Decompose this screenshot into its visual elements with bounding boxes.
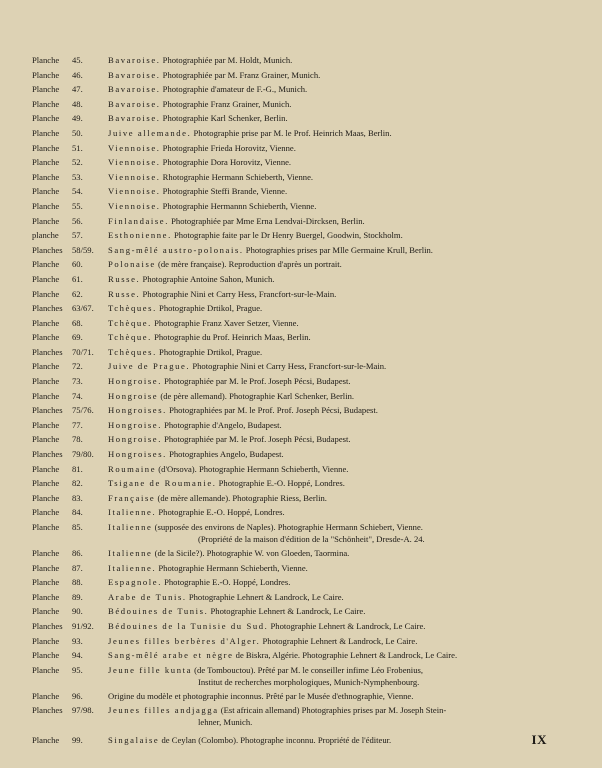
- photo-credit: Photographie d'Angelo, Budapest.: [164, 419, 282, 430]
- plate-entry: [0, 403, 602, 418]
- plate-entry: [0, 68, 602, 83]
- plate-description: [108, 258, 584, 270]
- plate-entry: [0, 689, 602, 704]
- plate-label: Planche: [32, 259, 60, 270]
- plate-description: [108, 690, 584, 702]
- plate-description: [108, 492, 584, 504]
- plate-description: [108, 127, 584, 139]
- photo-credit-continued: Institut de recherches morphologiques, Munich-Nymphenbourg.: [198, 676, 420, 687]
- plate-description: [108, 375, 584, 387]
- plate-description: [108, 576, 584, 588]
- plate-number: 83.: [72, 492, 83, 503]
- plate-number: 45.: [72, 55, 83, 65]
- plate-description: [108, 273, 584, 285]
- plate-number: 52.: [72, 157, 83, 168]
- plate-description: [108, 591, 584, 603]
- plate-label: Planches: [32, 449, 63, 460]
- subject-origin: Roumaine: [108, 463, 157, 474]
- plate-number: 55.: [72, 200, 83, 211]
- plate-entry: [0, 126, 602, 141]
- subject-origin: Bavaroise.: [108, 69, 161, 80]
- plate-description: [108, 734, 584, 746]
- plate-number: 51.: [72, 142, 83, 153]
- plate-number: 50.: [72, 127, 83, 138]
- subject-origin: Hongroises.: [108, 449, 167, 460]
- plate-description: [108, 200, 584, 212]
- plate-number: 99.: [72, 735, 83, 746]
- photo-credit: Photographie Nini et Carry Hess, Francfort-sur-le-Main.: [192, 361, 387, 372]
- plate-number: 95.: [72, 664, 83, 675]
- photo-credit-continued: (Propriété de la maison d'édition de la "Schönheit", Dresde-A. 24.: [198, 534, 425, 544]
- plate-entry: [0, 243, 602, 258]
- plate-entry: [0, 462, 602, 477]
- plate-description: [108, 317, 584, 329]
- plate-label: Planche: [32, 591, 60, 602]
- plate-label: Planche: [32, 288, 60, 299]
- plate-description: [108, 704, 584, 728]
- photo-credit: Photographie E.-O. Hoppé, Londres.: [164, 577, 291, 588]
- photo-credit: Photographiée par M. Franz Grainer, Munich.: [162, 69, 321, 80]
- plate-description: [108, 620, 584, 632]
- plate-description: [108, 433, 584, 445]
- plate-number: 73.: [72, 376, 83, 387]
- plate-number: 46.: [72, 69, 83, 80]
- plate-entry: [0, 505, 602, 520]
- plate-description: [108, 288, 584, 300]
- plate-entry: [0, 228, 602, 243]
- plate-label: Planche: [32, 127, 60, 138]
- plate-label: Planche: [32, 332, 60, 343]
- plate-entry: [0, 170, 602, 185]
- plate-entry: [0, 272, 602, 287]
- plate-entry: [0, 619, 602, 634]
- photo-credit: Photographie du Prof. Heinrich Maas, Berlin.: [154, 332, 311, 343]
- plate-description: [108, 521, 584, 545]
- photo-credit: Photographie Nini et Carry Hess, Francfort-sur-le-Main.: [142, 288, 337, 299]
- photo-credit: Photographiée par M. le Prof. Joseph Pécsi, Budapest.: [164, 376, 351, 387]
- plate-number: 77.: [72, 419, 83, 430]
- plate-label: Planche: [32, 507, 60, 518]
- subject-origin: Russe.: [108, 273, 141, 284]
- plate-description: [108, 463, 584, 475]
- plate-entry: [0, 733, 602, 748]
- photo-credit: (d'Orsova). Photographie Hermann Schieberth, Vienne.: [158, 463, 349, 474]
- photo-credit: Photographie faite par le Dr Henry Buergel, Goodwin, Stockholm.: [174, 230, 403, 241]
- plate-entry: [0, 345, 602, 360]
- plate-description: [108, 185, 584, 197]
- plate-label: Planche: [32, 200, 60, 211]
- plate-number: 79/80.: [72, 449, 94, 460]
- subject-origin: Jeune fille kunta: [108, 664, 192, 675]
- plate-description: [108, 156, 584, 168]
- subject-origin: Russe.: [108, 288, 141, 299]
- plate-number: 82.: [72, 478, 83, 489]
- plate-entry: [0, 53, 602, 68]
- subject-origin: Bavaroise.: [108, 84, 161, 95]
- photo-credit: (de mère allemande). Photographie Riess, Berlin.: [157, 492, 327, 503]
- plate-number: 49.: [72, 113, 83, 124]
- photo-credit: de Ceylan (Colombo). Photographe inconnu. Propriété de l'éditeur.: [161, 735, 392, 746]
- plate-label: planche: [32, 230, 59, 241]
- plate-description: [108, 331, 584, 343]
- plate-label: Planche: [32, 55, 60, 65]
- plate-description: [108, 477, 584, 489]
- plate-label: Planche: [32, 522, 60, 532]
- plate-description: [108, 302, 584, 314]
- plate-number: 87.: [72, 562, 83, 573]
- plate-entry: [0, 648, 602, 663]
- plate-entry: [0, 663, 602, 689]
- plate-number: 54.: [72, 186, 83, 197]
- plate-label: Planche: [32, 492, 60, 503]
- plate-entry: [0, 199, 602, 214]
- plate-description: [108, 649, 584, 661]
- subject-origin: Singalaise: [108, 735, 160, 746]
- photo-credit: Photographie Steffi Brande, Vienne.: [162, 186, 288, 197]
- plate-entry: [0, 604, 602, 619]
- photo-credit: (de Tombouctou). Prêté par M. le conseiller infime Léo Frobenius,: [194, 664, 423, 675]
- photo-credit: Photographie Franz Xaver Setzer, Vienne.: [154, 317, 299, 328]
- plate-number: 94.: [72, 650, 83, 661]
- plate-label: Planche: [32, 142, 60, 153]
- plate-label: Planche: [32, 463, 60, 474]
- plate-entry: [0, 491, 602, 506]
- plate-number: 81.: [72, 463, 83, 474]
- subject-origin: Juive allemande.: [108, 127, 192, 138]
- plate-entry: [0, 703, 602, 733]
- subject-origin: Tchèques.: [108, 346, 157, 357]
- photo-credit: (de mère française). Reproduction d'après un portrait.: [157, 259, 342, 270]
- photo-credit: Photographies Angelo, Budapest.: [169, 449, 284, 460]
- plate-number: 78.: [72, 434, 83, 445]
- photo-credit: Photographie d'amateur de F.-G., Munich.: [162, 84, 308, 95]
- plate-entry: [0, 97, 602, 112]
- subject-origin: Hongroise.: [108, 376, 162, 387]
- plate-number: 93.: [72, 635, 83, 646]
- subject-origin: Espagnole.: [108, 577, 162, 588]
- plate-label: Planche: [32, 376, 60, 387]
- plate-number: 53.: [72, 171, 83, 182]
- plate-description: [108, 83, 584, 95]
- plate-label: Planche: [32, 317, 60, 328]
- photo-credit: Photographie Lehnert & Landrock, Le Caire.: [270, 620, 426, 631]
- plate-number: 88.: [72, 577, 83, 588]
- plate-entry: [0, 561, 602, 576]
- subject-origin: Hongroise.: [108, 434, 162, 445]
- plate-label: Planches: [32, 620, 63, 631]
- photo-credit: (de père allemand). Photographie Karl Schenker, Berlin.: [160, 390, 355, 401]
- plate-description: [108, 229, 584, 241]
- plate-label: Planche: [32, 69, 60, 80]
- plate-number: 96.: [72, 690, 83, 701]
- plate-number: 60.: [72, 259, 83, 270]
- plate-number: 47.: [72, 84, 83, 95]
- photo-credit: Photographie Frieda Horovitz, Vienne.: [162, 142, 296, 153]
- photo-credit: Photographiées par M. le Prof. Prof. Joseph Pécsi, Budapest.: [169, 405, 378, 416]
- plate-label: Planches: [32, 405, 63, 416]
- plate-number: 48.: [72, 98, 83, 109]
- plate-number: 90.: [72, 606, 83, 617]
- subject-origin: Hongroise: [108, 390, 159, 401]
- plate-label: Planche: [32, 273, 60, 284]
- plate-entry: [0, 330, 602, 345]
- plate-description: [108, 390, 584, 402]
- subject-origin: Polonaise: [108, 259, 156, 270]
- plate-entry: [0, 590, 602, 605]
- plate-description: [108, 404, 584, 416]
- plate-label: Planche: [32, 171, 60, 182]
- subject-origin: Sang-mêlé arabe et nègre: [108, 650, 234, 661]
- plate-label: Planche: [32, 215, 60, 226]
- plate-label: Planche: [32, 84, 60, 95]
- plate-description: [108, 69, 584, 81]
- plate-description: [108, 419, 584, 431]
- plate-number: 91/92.: [72, 620, 94, 631]
- plate-description: [108, 506, 584, 518]
- plate-description: [108, 664, 584, 688]
- plate-label: Planche: [32, 635, 60, 646]
- plate-entry: [0, 389, 602, 404]
- plate-entry: [0, 111, 602, 126]
- plate-number: 70/71.: [72, 346, 94, 357]
- subject-origin: Sang-mêlé austro-polonais.: [108, 244, 244, 255]
- subject-origin: Italienne: [108, 522, 153, 532]
- plate-label: Planche: [32, 390, 60, 401]
- photo-credit: Photographie Lehnert & Landrock, Le Caire.: [210, 606, 366, 617]
- plate-number: 61.: [72, 273, 83, 284]
- subject-origin: Hongroises.: [108, 405, 167, 416]
- subject-origin: Tsigane de Roumanie.: [108, 478, 217, 489]
- photo-credit: Photographie Antoine Sahon, Munich.: [142, 273, 275, 284]
- plate-label: Planche: [32, 434, 60, 445]
- plate-label: Planche: [32, 650, 60, 661]
- plate-description: [108, 605, 584, 617]
- plate-label: Planche: [32, 113, 60, 124]
- photo-credit: Photographie Karl Schenker, Berlin.: [162, 113, 288, 124]
- subject-origin: Tchèques.: [108, 303, 157, 314]
- plate-number: 57.: [72, 230, 83, 241]
- plate-label: Planche: [32, 548, 60, 558]
- photo-credit: Photographiée par Mme Erna Lendvai-Dircksen, Berlin.: [171, 215, 365, 226]
- plate-description: [108, 142, 584, 154]
- plate-label: Planche: [32, 664, 60, 675]
- plate-entry: [0, 214, 602, 229]
- plate-label: Planches: [32, 705, 63, 716]
- subject-origin: Bédouines de Tunis.: [108, 606, 209, 617]
- subject-origin: Viennoise.: [108, 157, 161, 168]
- subject-origin: Viennoise.: [108, 142, 161, 153]
- plate-list: [0, 53, 602, 748]
- subject-origin: Tchèque.: [108, 332, 152, 343]
- subject-origin: Jeunes filles berbères d'Alger.: [108, 635, 261, 646]
- plate-description: [108, 635, 584, 647]
- photo-credit: Photographie Lehnert & Landrock, Le Caire.: [188, 591, 344, 602]
- plate-label: Planches: [32, 346, 63, 357]
- plate-description: [108, 215, 584, 227]
- subject-origin: Italienne: [108, 548, 153, 558]
- plate-label: Planche: [32, 606, 60, 617]
- subject-origin: Italienne.: [108, 562, 157, 573]
- subject-origin: Italienne.: [108, 507, 157, 518]
- photo-credit: Origine du modèle et photographie inconnus. Prêté par le Musée d'ethnographie, Vienne.: [108, 690, 414, 701]
- photo-credit: Photographiée par M. le Prof. Joseph Pécsi, Budapest.: [164, 434, 351, 445]
- plate-entry: [0, 287, 602, 302]
- plate-label: Planche: [32, 419, 60, 430]
- plate-entry: [0, 418, 602, 433]
- plate-label: Planche: [32, 690, 60, 701]
- subject-origin: Bavaroise.: [108, 113, 161, 124]
- photo-credit: Photographie Franz Grainer, Munich.: [162, 98, 292, 109]
- plate-number: 75/76.: [72, 405, 94, 416]
- plate-description: [108, 448, 584, 460]
- plate-number: 85.: [72, 522, 83, 532]
- plate-label: Planche: [32, 361, 60, 372]
- photo-credit: Photographie Lehnert & Landrock, Le Caire.: [262, 635, 418, 646]
- plate-number: 74.: [72, 390, 83, 401]
- plate-label: Planche: [32, 577, 60, 588]
- plate-label: Planche: [32, 562, 60, 573]
- plate-label: Planches: [32, 244, 63, 255]
- plate-label: Planche: [32, 186, 60, 197]
- plate-entry: [0, 634, 602, 649]
- photo-credit: Photographie E.-O. Hoppé, Londres.: [158, 507, 285, 518]
- plate-entry: [0, 432, 602, 447]
- plate-entry: [0, 359, 602, 374]
- plate-number: 72.: [72, 361, 83, 372]
- subject-origin: Viennoise.: [108, 186, 161, 197]
- plate-entry: [0, 301, 602, 316]
- photo-credit: Photographie Hermannn Schieberth, Vienne.: [162, 200, 317, 211]
- photo-credit: (supposée des environs de Naples). Photographie Hermann Schiebert, Vienne.: [154, 522, 423, 532]
- subject-origin: Arabe de Tunis.: [108, 591, 187, 602]
- plate-description: [108, 112, 584, 124]
- subject-origin: Finlandaise.: [108, 215, 169, 226]
- photo-credit: Photographie Drtikol, Prague.: [159, 346, 263, 357]
- plate-description: [108, 346, 584, 358]
- photo-credit: (Est africain allemand) Photographies prises par M. Joseph Stein-: [220, 705, 447, 716]
- plate-number: 56.: [72, 215, 83, 226]
- photo-credit: de Biskra, Algérie. Photographie Lehnert & Landrock, Le Caire.: [235, 650, 458, 661]
- page-number: IX: [531, 732, 547, 747]
- photo-credit: (de la Sicile?). Photographie W. von Gloeden, Taormina.: [154, 548, 350, 558]
- plate-entry: [0, 155, 602, 170]
- subject-origin: Bavaroise.: [108, 55, 161, 65]
- photo-credit: Rhotographie Hermann Schieberth, Vienne.: [162, 171, 314, 182]
- plate-label: Planche: [32, 157, 60, 168]
- plate-entry: [0, 476, 602, 491]
- subject-origin: Juive de Prague.: [108, 361, 191, 372]
- plate-entry: [0, 447, 602, 462]
- subject-origin: Bédouines de la Tunisie du Sud.: [108, 620, 269, 631]
- photo-credit-continued: lehner, Munich.: [198, 717, 253, 728]
- plate-entry: [0, 575, 602, 590]
- plate-description: [108, 244, 584, 256]
- subject-origin: Viennoise.: [108, 171, 161, 182]
- subject-origin: Française: [108, 492, 156, 503]
- plate-entry: [0, 141, 602, 156]
- subject-origin: Tchèque.: [108, 317, 152, 328]
- plate-entry: [0, 520, 602, 546]
- plate-number: 86.: [72, 548, 83, 558]
- photo-credit: Photographie Drtikol, Prague.: [159, 303, 263, 314]
- plate-number: 69.: [72, 332, 83, 343]
- photo-credit: Photographies prises par Mlle Germaine Krull, Berlin.: [245, 244, 433, 255]
- plate-label: Planches: [32, 303, 63, 314]
- photo-credit: Photographiée par M. Holdt, Munich.: [162, 55, 293, 65]
- subject-origin: Jeunes filles andjagga: [108, 705, 219, 716]
- plate-description: [108, 562, 584, 574]
- plate-number: 62.: [72, 288, 83, 299]
- plate-entry: [0, 184, 602, 199]
- photo-credit: Photographie Hermann Schieberth, Vienne.: [158, 562, 308, 573]
- plate-number: 58/59.: [72, 244, 94, 255]
- plate-label: Planche: [32, 478, 60, 489]
- plate-entry: [0, 82, 602, 97]
- subject-origin: Viennoise.: [108, 200, 161, 211]
- plate-number: 84.: [72, 507, 83, 518]
- plate-number: 97/98.: [72, 705, 94, 716]
- subject-origin: Bavaroise.: [108, 98, 161, 109]
- plate-description: [108, 171, 584, 183]
- subject-origin: Hongroise.: [108, 419, 162, 430]
- subject-origin: Esthonienne.: [108, 230, 172, 241]
- plate-entry: [0, 374, 602, 389]
- photo-credit: Photographie E.-O. Hoppé, Londres.: [218, 478, 345, 489]
- plate-description: [108, 547, 584, 559]
- plate-number: 68.: [72, 317, 83, 328]
- plate-number: 89.: [72, 591, 83, 602]
- photo-credit: Photographie Dora Horovitz, Vienne.: [162, 157, 292, 168]
- plate-entry: [0, 257, 602, 272]
- plate-description: [108, 360, 584, 372]
- plate-description: [108, 98, 584, 110]
- plate-entry: [0, 546, 602, 561]
- photo-credit: Photographie prise par M. le Prof. Heinrich Maas, Berlin.: [193, 127, 392, 138]
- plate-number: 63/67.: [72, 303, 94, 314]
- plate-label: Planche: [32, 98, 60, 109]
- plate-description: [108, 54, 584, 66]
- plate-label: Planche: [32, 735, 60, 746]
- plate-entry: [0, 316, 602, 331]
